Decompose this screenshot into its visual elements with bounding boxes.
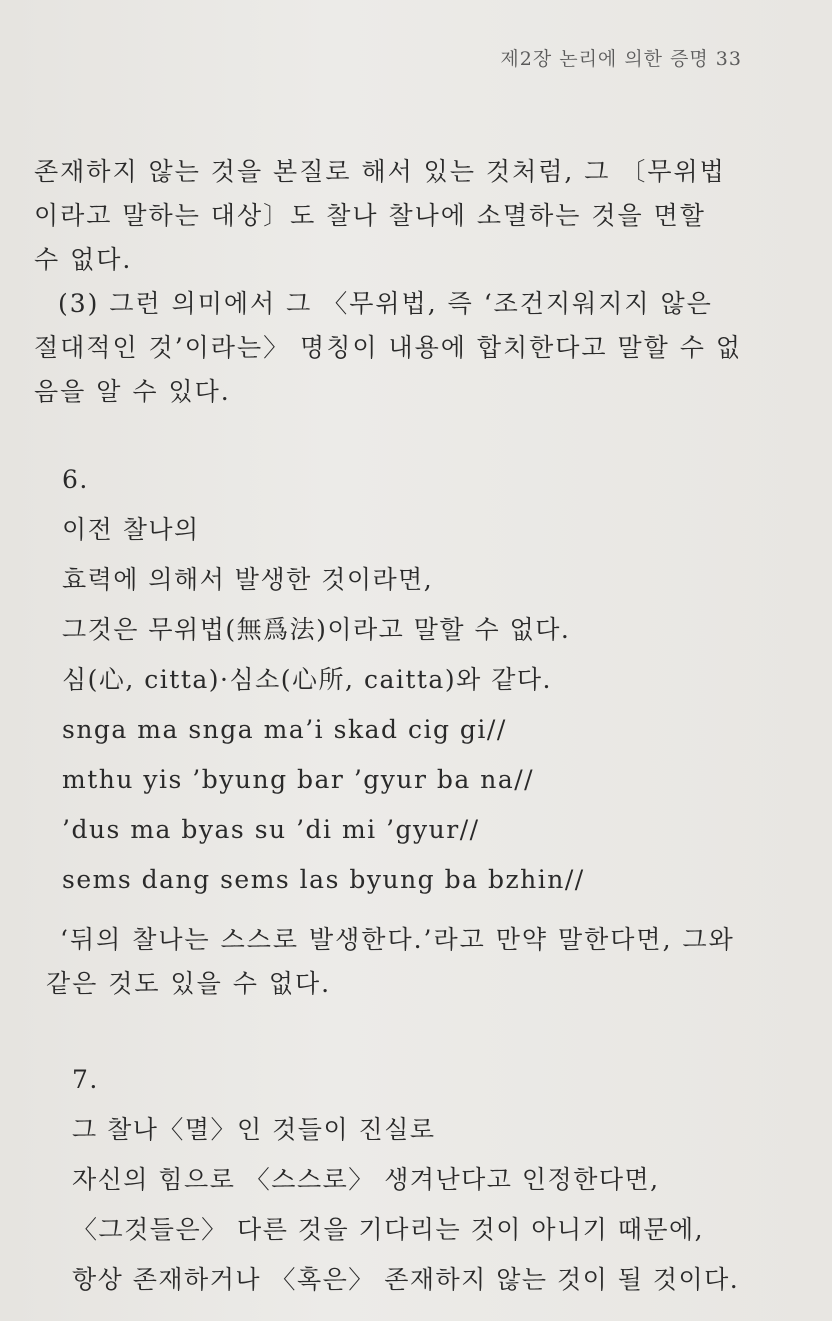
verse-line: 그것은 무위법(無爲法)이라고 말할 수 없다. [62, 615, 571, 644]
paragraph-1 [34, 150, 754, 282]
verse-line: 이전 찰나의 [62, 515, 200, 544]
paragraph-line: 존재하지 않는 것을 본질로 해서 있는 것처럼, 그 〔무위법 [34, 157, 726, 186]
paragraph-line: (3) 그런 의미에서 그 〈무위법, 즉 ‘조건지워지지 않은 [58, 289, 713, 318]
paragraph-line: 절대적인 것’이라는〉 명칭이 내용에 합치한다고 말할 수 없 [34, 333, 743, 362]
paragraph-3 [46, 918, 780, 1006]
verse-line: 자신의 힘으로 〈스스로〉 생겨난다고 인정한다면, [72, 1165, 660, 1194]
verse-line: 심(心, citta)·심소(心所, caitta)와 같다. [62, 665, 552, 694]
verse-7 [72, 1055, 739, 1305]
paragraph-line: 음을 알 수 있다. [34, 377, 231, 406]
paragraph-line: ‘뒤의 찰나는 스스로 발생한다.’라고 만약 말한다면, 그와 [60, 925, 735, 954]
paragraph-line: 같은 것도 있을 수 없다. [46, 969, 332, 998]
verse-number: 6. [62, 465, 89, 494]
verse-line: mthu yis ’byung bar ’gyur ba na// [62, 765, 535, 794]
paragraph-line: 수 없다. [34, 245, 133, 274]
paragraph-line: 이라고 말하는 대상〕도 찰나 찰나에 소멸하는 것을 면할 [34, 201, 706, 230]
verse-line: sems dang sems las byung ba bzhin// [62, 865, 585, 894]
verse-line: 그 찰나〈멸〉인 것들이 진실로 [72, 1115, 436, 1144]
verse-6 [62, 455, 585, 905]
running-header: 제2장 논리에 의한 증명 33 [500, 48, 742, 70]
verse-number: 7. [72, 1065, 99, 1094]
verse-line: ’dus ma byas su ’di mi ’gyur// [62, 815, 480, 844]
verse-line: 항상 존재하거나 〈혹은〉 존재하지 않는 것이 될 것이다. [72, 1265, 740, 1294]
verse-line: 〈그것들은〉 다른 것을 기다리는 것이 아니기 때문에, [72, 1215, 705, 1244]
verse-line: snga ma snga ma’i skad cig gi// [62, 715, 507, 744]
verse-line: 효력에 의해서 발생한 것이라면, [62, 565, 434, 594]
paragraph-2 [34, 282, 758, 414]
